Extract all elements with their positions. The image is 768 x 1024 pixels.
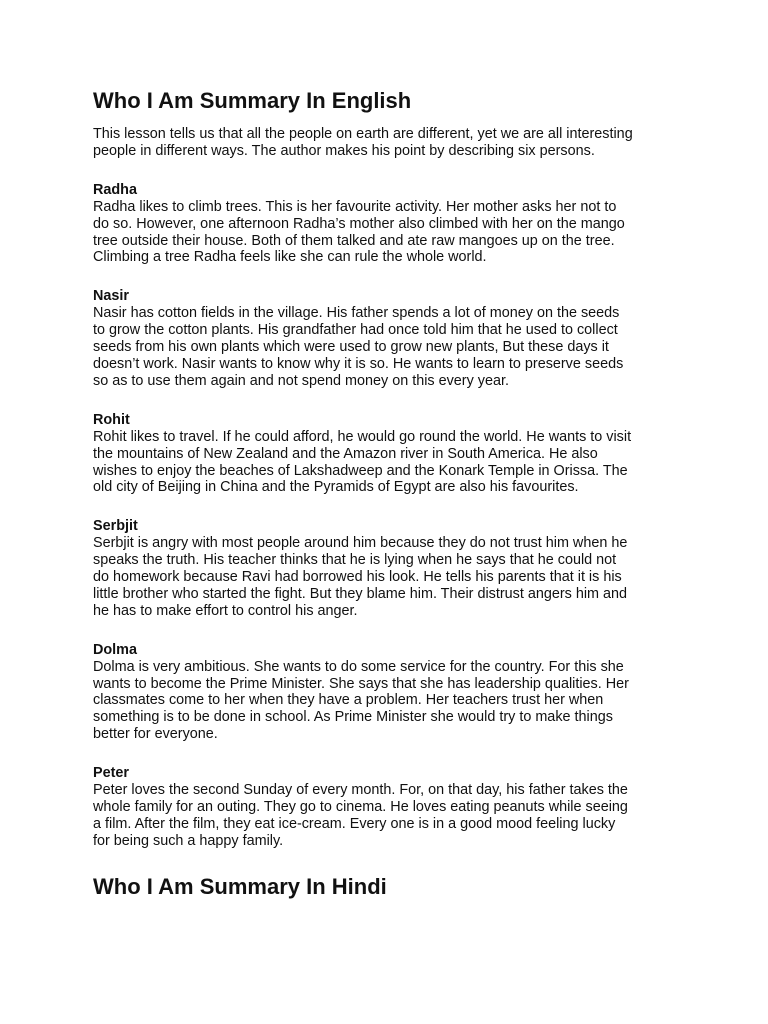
body-line: Serbjit is angry with most people around him because they do not trust him when he xyxy=(93,535,628,552)
body-line: Radha likes to climb trees. This is her favourite activity. Her mother asks her not to xyxy=(93,198,617,215)
intro-line: people in different ways. The author makes his point by describing six persons. xyxy=(93,142,595,159)
section-rohit xyxy=(93,412,693,497)
section-body-dolma xyxy=(93,659,693,744)
body-line: a film. After the film, they eat ice-cream. Every one is in a good mood feeling lucky xyxy=(93,815,616,832)
body-line: so as to use them again and not spend money on this every year. xyxy=(93,372,509,389)
intro-line: This lesson tells us that all the people on earth are different, yet we are all interesting xyxy=(93,126,633,142)
body-line: doesn’t work. Nasir wants to know why it is so. He wants to learn to preserve seeds xyxy=(93,355,624,372)
body-line: seeds from his own plants which were used to grow new plants, But these days it xyxy=(93,339,609,356)
body-line: do so. However, one afternoon Radha’s mother also climbed with her on the mango xyxy=(93,215,625,232)
body-line: the mountains of New Zealand and the Amazon river in South America. He also xyxy=(93,445,598,462)
body-line: old city of Beijing in China and the Pyramids of Egypt are also his favourites. xyxy=(93,479,579,496)
section-body-nasir xyxy=(93,305,693,390)
page-title-hindi: Who I Am Summary In Hindi xyxy=(93,873,387,899)
section-body-radha xyxy=(93,199,693,267)
body-line: little brother who started the fight. But they blame him. Their distrust angers him and xyxy=(93,585,628,602)
body-line: wants to become the Prime Minister. She says that she has leadership qualities. Her xyxy=(93,675,629,692)
body-line: better for everyone. xyxy=(93,726,218,743)
body-line: he has to make effort to control his anger. xyxy=(93,602,358,619)
section-heading-rohit: Rohit xyxy=(93,411,130,428)
section-heading-radha: Radha xyxy=(93,181,137,198)
body-line: for being such a happy family. xyxy=(93,832,284,849)
section-body-rohit xyxy=(93,429,693,497)
section-heading-serbjit: Serbjit xyxy=(93,518,138,535)
document-page xyxy=(93,84,693,904)
section-heading-peter: Peter xyxy=(93,765,129,782)
body-line: speaks the truth. His teacher thinks that he is lying when he says that he could not xyxy=(93,552,617,569)
body-line: Dolma is very ambitious. She wants to do some service for the country. For this she xyxy=(93,658,624,675)
body-line: Nasir has cotton fields in the village. His father spends a lot of money on the seeds xyxy=(93,305,620,322)
body-line: Rohit likes to travel. If he could afford, he would go round the world. He wants to visit xyxy=(93,428,632,445)
body-line: whole family for an outing. They go to cinema. He loves eating peanuts while seeing xyxy=(93,799,628,815)
body-line: wishes to enjoy the beaches of Lakshadweep and the Konark Temple in Orissa. The xyxy=(93,462,628,479)
section-heading-nasir: Nasir xyxy=(93,288,129,305)
page-title-english: Who I Am Summary In English xyxy=(93,88,412,113)
section-body-serbjit xyxy=(93,535,693,620)
body-line: something is to be done in school. As Prime Minister she would try to make things xyxy=(93,709,613,726)
body-line: tree outside their house. Both of them talked and ate raw mangoes up on the tree. xyxy=(93,232,615,249)
body-line: classmates come to her when they have a problem. Her teachers trust her when xyxy=(93,692,604,709)
body-line: to grow the cotton plants. His grandfather had once told him that he used to collect xyxy=(93,322,618,339)
section-radha xyxy=(93,182,693,267)
section-heading-dolma: Dolma xyxy=(93,641,137,658)
section-peter xyxy=(93,765,693,850)
body-line: Climbing a tree Radha feels like she can rule the whole world. xyxy=(93,249,487,266)
intro-paragraph xyxy=(93,126,693,160)
section-nasir xyxy=(93,288,693,389)
section-body-peter xyxy=(93,782,693,850)
section-serbjit xyxy=(93,518,693,619)
body-line: Peter loves the second Sunday of every month. For, on that day, his father takes the xyxy=(93,782,628,799)
body-line: do homework because Ravi had borrowed his look. He tells his parents that it is his xyxy=(93,569,622,586)
section-dolma xyxy=(93,642,693,743)
